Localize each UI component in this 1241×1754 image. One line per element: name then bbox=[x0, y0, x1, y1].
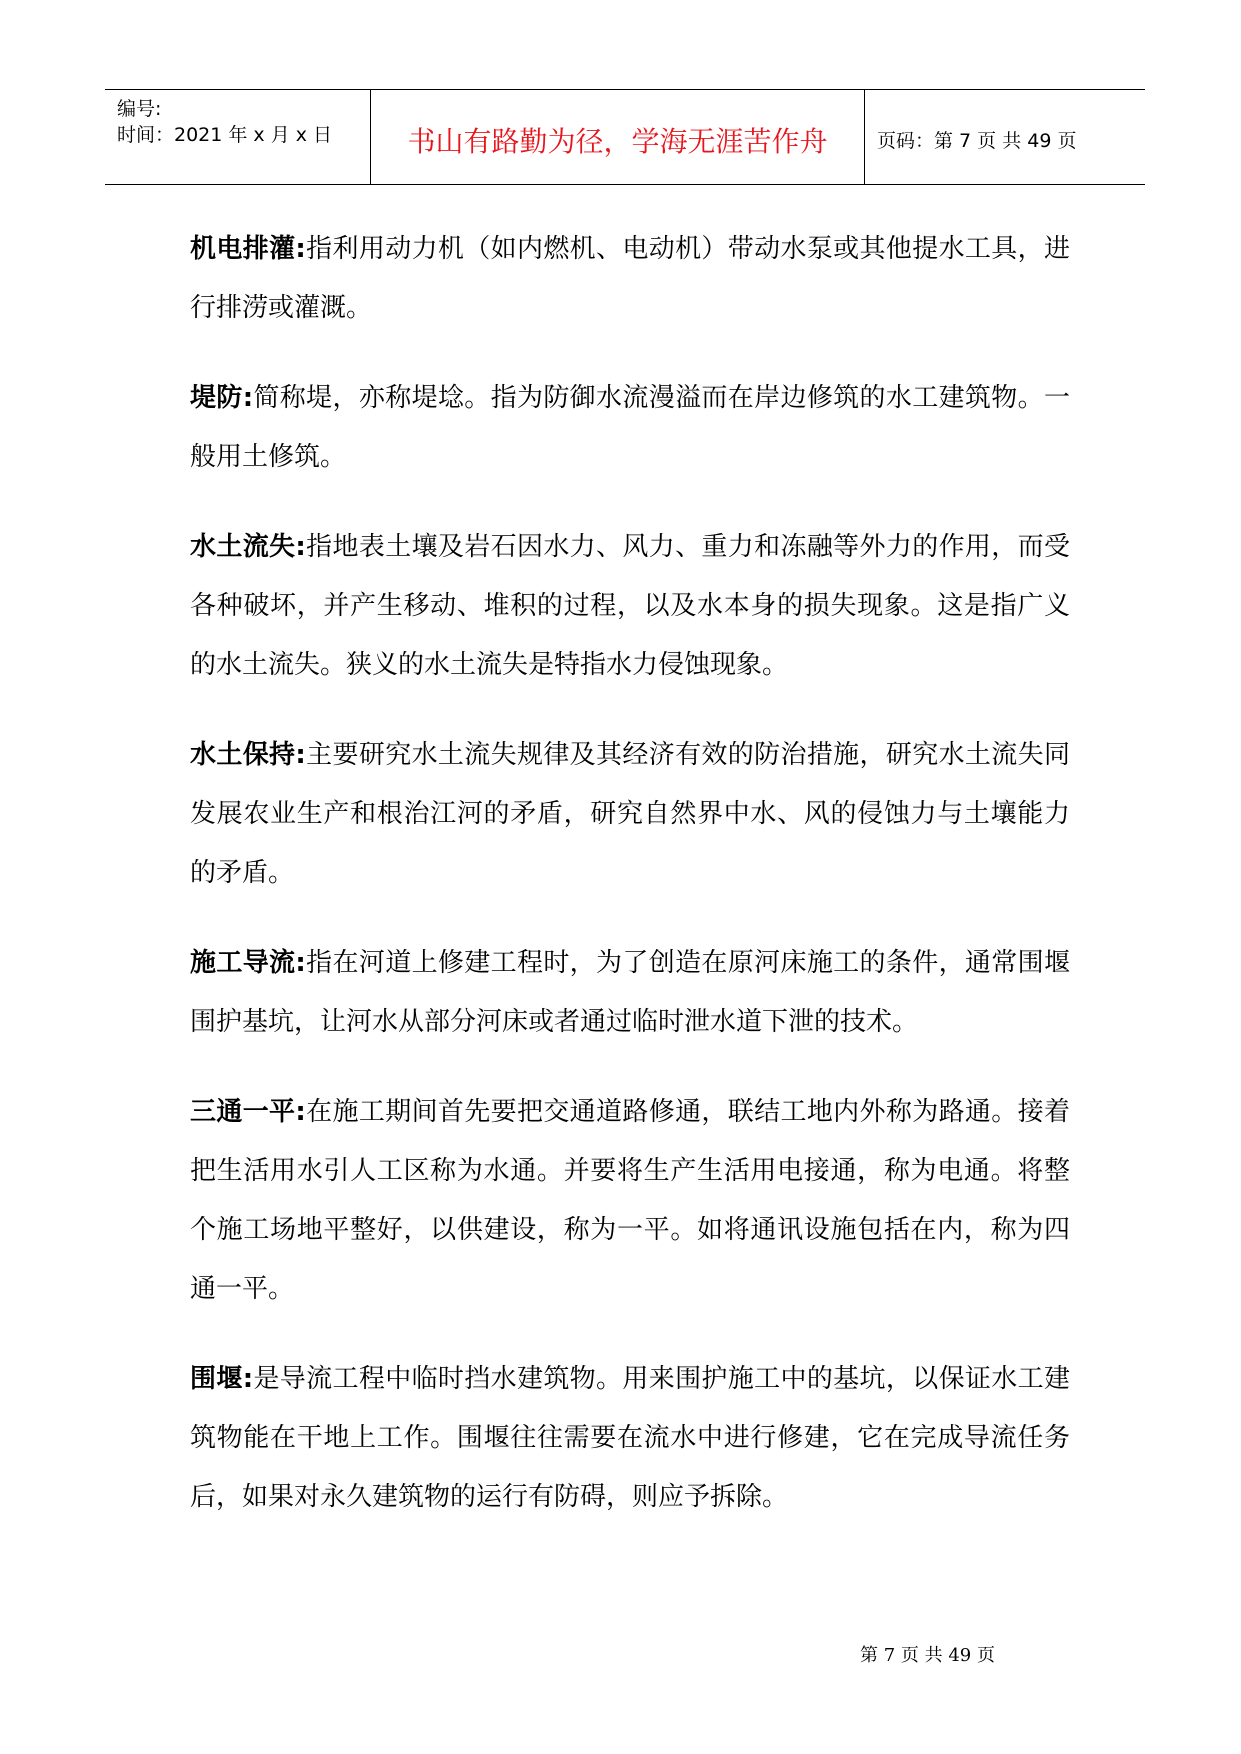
glossary-entry bbox=[190, 369, 1070, 487]
doc-time-label: 时间：2021 年 x 月 x 日 bbox=[117, 124, 333, 146]
glossary-entry bbox=[190, 726, 1070, 903]
entry-definition: 指利用动力机（如内燃机、电动机）带动水泵或其他提水工具，进行排涝或灌溉。 bbox=[190, 234, 1070, 323]
header-page-info: 页码：第 7 页 共 49 页 bbox=[877, 130, 1077, 152]
glossary-entry bbox=[190, 1350, 1070, 1527]
doc-number-label: 编号: bbox=[117, 98, 162, 120]
page-footer: 第 7 页 共 49 页 bbox=[860, 1645, 995, 1666]
glossary-entry bbox=[190, 934, 1070, 1052]
header-meta-cell bbox=[105, 90, 371, 184]
page-header bbox=[105, 89, 1145, 185]
header-motto: 书山有路勤为径，学海无涯苦作舟 bbox=[407, 125, 828, 158]
header-motto-cell bbox=[371, 90, 865, 184]
entry-definition: 指在河道上修建工程时，为了创造在原河床施工的条件，通常围堰围护基坑，让河水从部分河床或者通过临时泄水道下泄的技术。 bbox=[190, 948, 1070, 1037]
entry-term: 施工导流: bbox=[190, 948, 306, 978]
glossary-entry bbox=[190, 518, 1070, 695]
entry-term: 水土流失: bbox=[190, 532, 306, 562]
glossary-content bbox=[190, 220, 1070, 1558]
entry-term: 堤防: bbox=[190, 383, 254, 413]
header-page-cell bbox=[865, 90, 1145, 184]
entry-definition: 简称堤，亦称堤埝。指为防御水流漫溢而在岸边修筑的水工建筑物。一般用土修筑。 bbox=[190, 383, 1070, 472]
entry-term: 机电排灌: bbox=[190, 234, 306, 264]
entry-term: 三通一平: bbox=[190, 1097, 306, 1127]
entry-definition: 主要研究水土流失规律及其经济有效的防治措施，研究水土流失同发展农业生产和根治江河的矛盾，研究自然界中水、风的侵蚀力与土壤能力的矛盾。 bbox=[190, 740, 1070, 888]
entry-definition: 在施工期间首先要把交通道路修通，联结工地内外称为路通。接着把生活用水引人工区称为水通。并要将生产生活用电接通，称为电通。将整个施工场地平整好，以供建设，称为一平。如将通讯设施包括在内，称为四通一平。 bbox=[190, 1097, 1070, 1304]
entry-definition: 是导流工程中临时挡水建筑物。用来围护施工中的基坑，以保证水工建筑物能在干地上工作。围堰往往需要在流水中进行修建，它在完成导流任务后，如果对永久建筑物的运行有防碍，则应予拆除。 bbox=[190, 1364, 1070, 1512]
glossary-entry bbox=[190, 220, 1070, 338]
entry-term: 水土保持: bbox=[190, 740, 306, 770]
glossary-entry bbox=[190, 1083, 1070, 1319]
entry-term: 围堰: bbox=[190, 1364, 254, 1394]
entry-definition: 指地表土壤及岩石因水力、风力、重力和冻融等外力的作用，而受各种破坏，并产生移动、堆积的过程，以及水本身的损失现象。这是指广义的水土流失。狭义的水土流失是特指水力侵蚀现象。 bbox=[190, 532, 1070, 680]
